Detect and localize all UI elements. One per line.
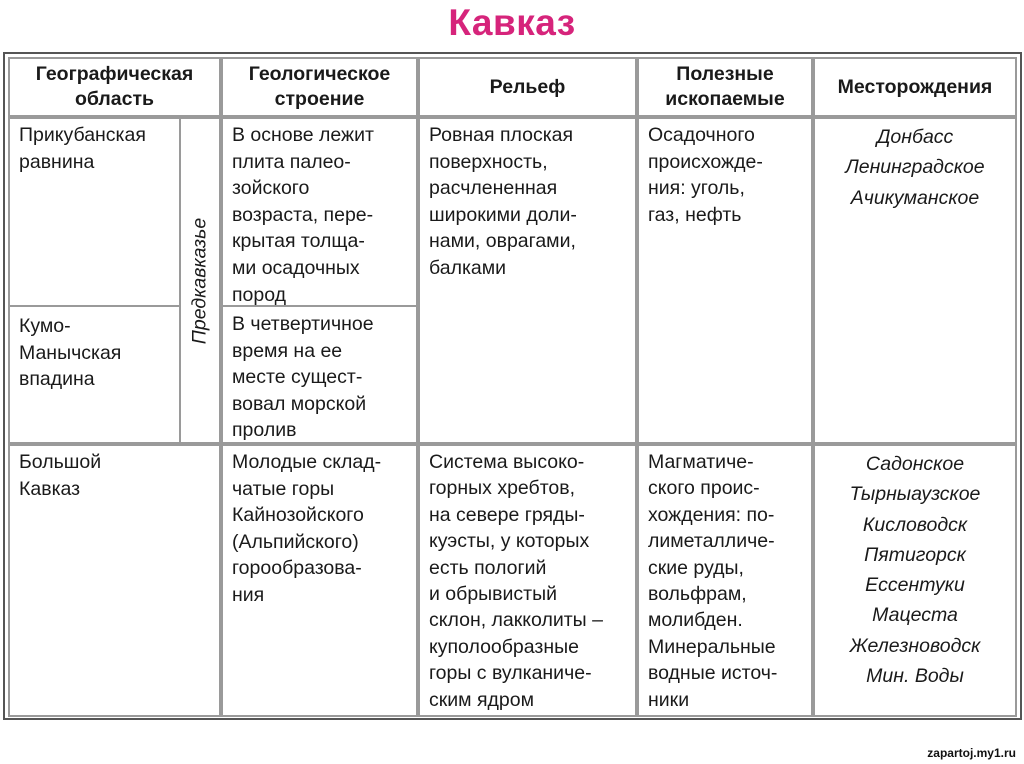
- minerals-bolshoy-kavkaz: Магматиче- ского проис- хождения: по- лиметалличе- ские руды, вольфрам, молибден. Минеральные водные источ- ники: [637, 444, 813, 717]
- region-kumo-manychskaya: Кумо- Манычская впадина: [8, 305, 181, 444]
- header-minerals: Полезные ископаемые: [637, 57, 813, 117]
- header-region: Географическая область: [8, 57, 221, 117]
- geology-prikubanskaya: В основе лежит плита палео- зойского возраста, пере- крытая толща- ми осадочных пород: [221, 117, 418, 307]
- relief-predkavkazye: Ровная плоская поверхность, расчлененная широкими доли- нами, оврагами, балками: [418, 117, 637, 444]
- subregion-label: Предкавказье: [188, 217, 211, 344]
- page-title: Кавказ: [448, 2, 576, 43]
- geology-kumo-manychskaya: В четвертичное время на ее месте сущест- вовал морской пролив: [221, 305, 418, 444]
- header-geology: Геологическое строение: [221, 57, 418, 117]
- geology-bolshoy-kavkaz: Молодые склад- чатые горы Кайнозойского (Альпийского) горообразова- ния: [221, 444, 418, 717]
- minerals-predkavkazye: Осадочного происхожде- ния: уголь, газ, нефть: [637, 117, 813, 444]
- header-relief: Рельеф: [418, 57, 637, 117]
- watermark: zapartoj.my1.ru: [927, 746, 1016, 760]
- region-bolshoy-kavkaz: Большой Кавказ: [8, 444, 221, 717]
- subregion-predkavkazye: [179, 117, 221, 444]
- deposits-bolshoy-kavkaz: Садонское Тырныаузское Кисловодск Пятигорск Ессентуки Мацеста Железноводск Мин. Воды: [813, 444, 1017, 717]
- relief-bolshoy-kavkaz: Система высоко- горных хребтов, на севере гряды- куэсты, у которых есть пологий и обрывистый склон, лакколиты – куполообразные горы с вулканиче- ским ядром: [418, 444, 637, 717]
- header-deposits: Месторождения: [813, 57, 1017, 117]
- deposits-predkavkazye: Донбасс Ленинградское Ачикуманское: [813, 117, 1017, 444]
- region-prikubanskaya: Прикубанская равнина: [8, 117, 181, 307]
